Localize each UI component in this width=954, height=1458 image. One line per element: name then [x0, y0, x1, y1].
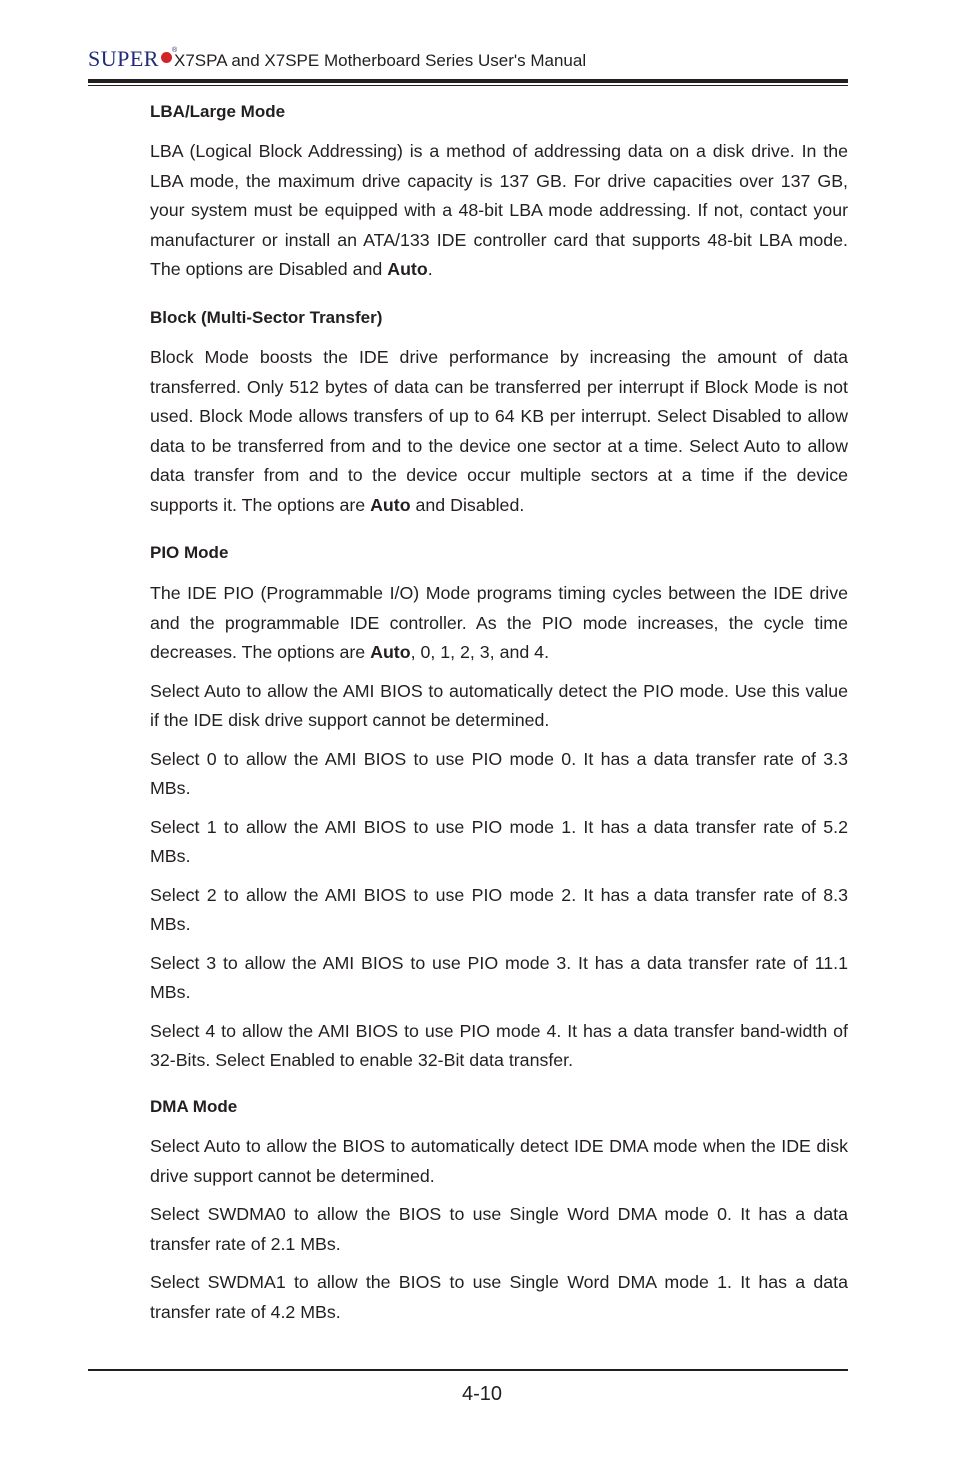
paragraph: Select 3 to allow the AMI BIOS to use PIO mode 3. It has a data transfer rate of 11.1 MBs. — [150, 952, 848, 1002]
option-default: Auto — [387, 259, 428, 279]
paragraph: Select Auto to allow the AMI BIOS to automatically detect the PIO mode. Use this value if the IDE disk drive support cannot be determined. — [150, 680, 848, 730]
brand-wordmark: SUPER — [88, 46, 159, 71]
option-default: Auto — [370, 642, 411, 662]
paragraph: Block Mode boosts the IDE drive performance by increasing the amount of data transferred. Only 512 bytes of data can be transferred per interrupt if Block Mode is not used. Block Mode allows transfers of up to 64 KB per interrupt. Select Disabled to allow data to be transferred from and to the device one sector at a time. Select Auto to allow data transfer from and to the device occur multiple sectors at a time if the device supports it. The options are Auto and Disabled. — [150, 347, 848, 515]
paragraph: Select 2 to allow the AMI BIOS to use PIO mode 2. It has a data transfer rate of 8.3 MBs. — [150, 884, 848, 934]
paragraph: Select 4 to allow the AMI BIOS to use PIO mode 4. It has a data transfer band-width of 32-Bits. Select Enabled to enable 32-Bit data transfer. — [150, 1020, 848, 1070]
paragraph: Select 0 to allow the AMI BIOS to use PIO mode 0. It has a data transfer rate of 3.3 MBs. — [150, 748, 848, 798]
paragraph: Select Auto to allow the BIOS to automatically detect IDE DMA mode when the IDE disk drive support cannot be determined. — [150, 1136, 848, 1186]
brand-dot-icon — [161, 52, 172, 63]
section-heading: Block (Multi-Sector Transfer) — [150, 308, 383, 327]
page-number: 4-10 — [461, 1383, 503, 1405]
section-block-mode — [150, 306, 848, 520]
paragraph: Select 1 to allow the AMI BIOS to use PIO mode 1. It has a data transfer rate of 5.2 MBs. — [150, 816, 848, 866]
registered-mark: ® — [171, 47, 178, 54]
header-rule — [88, 79, 848, 83]
section-lba-large-mode — [150, 100, 848, 285]
paragraph: LBA (Logical Block Addressing) is a method of addressing data on a disk drive. In the LBA mode, the maximum drive capacity is 137 GB. For drive capacities over 137 GB, your system must be equipped with a 48-bit LBA mode addressing. If not, contact your manufacturer or install an ATA/133 IDE controller card that supports 48-bit LBA mode. The options are Disabled and Auto. — [150, 141, 848, 279]
section-pio-mode — [150, 541, 848, 1076]
paragraph: Select SWDMA0 to allow the BIOS to use Single Word DMA mode 0. It has a data transfer rate of 2.1 MBs. — [150, 1204, 848, 1254]
manual-title: X7SPA and X7SPE Motherboard Series User's Manual — [174, 51, 587, 70]
page-header — [88, 44, 848, 92]
section-heading: LBA/Large Mode — [150, 102, 286, 121]
section-heading: PIO Mode — [150, 543, 229, 562]
footer-rule — [88, 1369, 848, 1371]
supermicro-logo — [88, 48, 177, 70]
paragraph: The IDE PIO (Programmable I/O) Mode programs timing cycles between the IDE drive and the programmable IDE controller. As the PIO mode increases, the cycle time decreases. The options are Auto, 0, 1, 2, 3, and 4. — [150, 583, 848, 662]
paragraph: Select SWDMA1 to allow the BIOS to use Single Word DMA mode 1. It has a data transfer rate of 4.2 MBs. — [150, 1272, 848, 1322]
section-dma-mode — [150, 1095, 848, 1327]
header-rule-thin — [88, 85, 848, 86]
section-heading: DMA Mode — [150, 1097, 238, 1116]
option-default: Auto — [370, 494, 411, 515]
